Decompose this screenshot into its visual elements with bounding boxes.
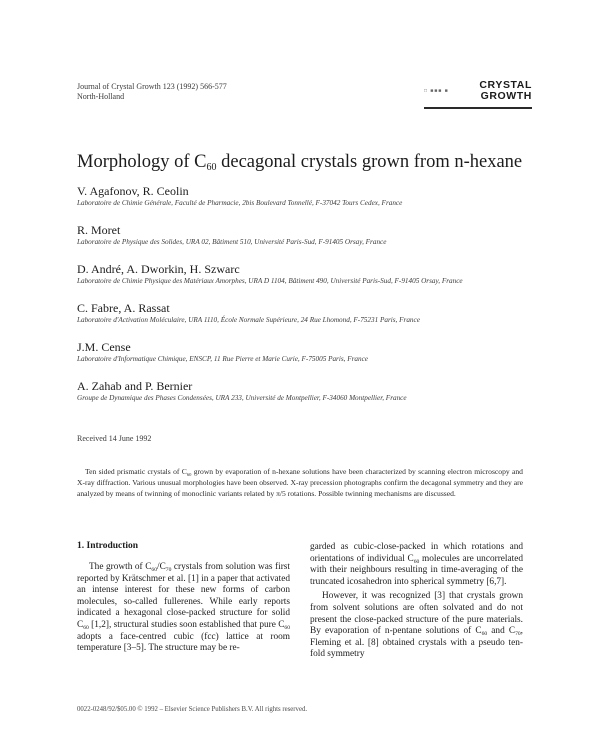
title-text-post: decagonal crystals grown from n-hexane [216,152,523,172]
body-text: The growth of C [89,562,152,572]
author-affiliation: Laboratoire de Physique des Solides, URA 02, Bâtiment 510, Université Paris-Sud, F-91405 Orsay, France [77,238,387,246]
body-subscript: 60 [413,558,420,565]
author-group [77,301,547,325]
body-subscript: 70 [515,631,521,638]
logo-marks: □ ■■■ ■ [424,89,449,94]
author-names: C. Fabre, A. Rassat [77,301,170,315]
journal-publisher: North-Holland [77,92,125,101]
body-text: /C [156,562,166,572]
author-affiliation: Laboratoire d'Activation Moléculaire, URA 1110, École Normale Supérieure, 24 Rue Lhomond, F-75231 Paris, France [77,316,420,324]
author-affiliation: Laboratoire de Chimie Physique des Matériaux Amorphes, URA D 1104, Bâtiment 490, Université Paris-Sud, F-91405 Orsay, France [77,277,463,285]
body-text: [1,2], structural studies soon established that pure C [88,619,285,630]
body-text: and C [487,626,516,637]
section-heading: 1. Introduction [77,541,139,551]
copyright-notice: 0022-0248/92/$05.00 © 1992 – Elsevier Science Publishers B.V. All rights reserved. [77,706,308,713]
journal-logo [424,80,532,110]
article-title [77,151,522,179]
body-paragraph [310,591,523,661]
body-text: adopts a face-centred cubic (fcc) lattice at room temperature [3–5]. The structure may be re- [77,631,290,654]
body-text: , Fleming et al. [8] obtained crystals with a pseudo ten-fold symmetry [310,626,523,660]
author-names: A. Zahab and P. Bernier [77,379,193,393]
author-affiliation: Groupe de Dynamique des Phases Condensées, URA 233, Université de Montpellier, F-34060 Montpellier, France [77,394,407,402]
title-text-pre: Morphology of C [77,152,207,172]
body-column-left [77,562,290,655]
body-text: molecules are uncorrelated with their neighbours resulting in time-averaging of the truncated icosahedron into spherical symmetry [6,7]. [310,553,523,587]
author-names: R. Moret [77,223,121,237]
body-subscript: 70 [165,567,172,573]
author-names: V. Agafonov, R. Ceolin [77,184,189,198]
abstract-subscript: 60 [186,472,192,477]
body-subscript: 60 [284,624,290,631]
author-group [77,379,547,403]
abstract-text: Ten sided prismatic crystals of C [85,467,187,476]
received-date: Received 14 June 1992 [77,434,152,443]
body-text: garded as cubic-close-packed in which rotations and orientations of individual C [310,542,523,564]
abstract-text: grown by evaporation of n-hexane solutions have been characterized by scanning electron microscopy and X-ray diffraction. Various unusual morphologies have been observed. X-ray precession photographs confirm the decagonal symmetry and they are analyzed by means of twinning of monoclinic variants related by π/5 rotations. Possible twinning mechanisms are discussed. [77,467,523,498]
author-group [77,262,547,286]
author-group [77,223,547,247]
logo-line-2: GROWTH [480,90,532,102]
author-affiliation: Laboratoire de Chimie Générale, Faculté de Pharmacie, 2bis Boulevard Tonnellé, F-37042 Tours Cedex, France [77,199,403,207]
logo-rule [424,107,532,109]
author-group [77,184,547,208]
logo-line-1: CRYSTAL [479,79,532,91]
logo-wordmark [479,80,532,102]
body-paragraph [77,562,290,655]
body-subscript: 60 [151,567,157,573]
author-affiliation: Laboratoire d'Informatique Chimique, ENSCP, 11 Rue Pierre et Marie Curie, F-75005 Paris, France [77,355,369,363]
journal-citation: Journal of Crystal Growth 123 (1992) 566-577 [77,82,227,91]
author-names: D. André, A. Dworkin, H. Szwarc [77,262,240,276]
abstract [77,466,523,499]
author-group [77,340,547,364]
body-subscript: 60 [83,624,89,631]
title-subscript: 60 [206,162,217,173]
journal-citation-block [77,82,227,102]
body-column-right [310,542,523,661]
body-subscript: 60 [481,631,488,638]
body-text: crystals from solution was first reported by Krätschmer et al. [1] in a paper that activated an intense interest for these new forms of carbon molecules, so-called fullerenes. While early reports indicated a hexagonal close-packed structure for solid C [77,562,290,630]
body-paragraph [310,542,523,588]
author-list [77,184,547,418]
author-names: J.M. Cense [77,340,131,354]
body-text: However, it was recognized [3] that crystals grown from solvent solutions are often solvated and do not present the close-packed structure of the pure materials. By evaporation of n-pentane solutions of C [310,591,523,637]
